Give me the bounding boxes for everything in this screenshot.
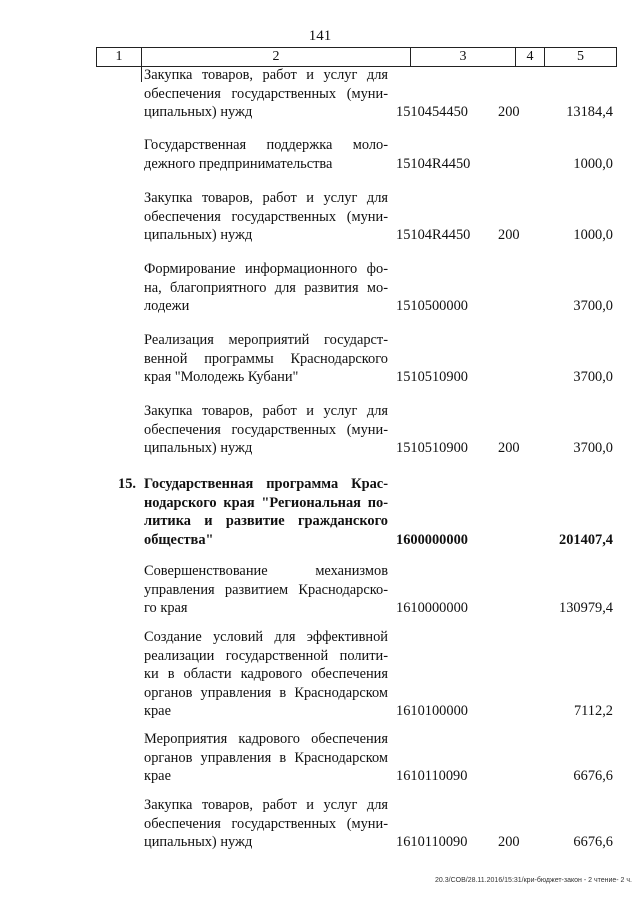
row-name <box>144 260 388 316</box>
row-name-line: обеспечения государственных (муни- <box>144 208 388 225</box>
row-code: 1510510900 <box>396 369 468 385</box>
row-category: 200 <box>498 227 520 243</box>
row-name-line: лодежи <box>144 298 190 314</box>
row-name-line: на, благоприятного для развития мо- <box>144 279 388 296</box>
row-name-line: обеспечения государственных (муни- <box>144 815 388 832</box>
row-name-line: ципальных) нужд <box>144 440 253 456</box>
row-name-line: венной программы Краснодарского <box>144 350 388 367</box>
row-name-line: Реализация мероприятий государст- <box>144 332 388 348</box>
row-code: 15104R4450 <box>396 227 471 243</box>
row-name-line: го края <box>144 600 188 616</box>
row-name <box>144 475 388 549</box>
row-name-line: ки в области кадрового обеспечения <box>144 666 388 682</box>
row-category: 200 <box>498 104 520 120</box>
row-name <box>144 136 388 173</box>
row-name <box>144 628 388 721</box>
row-name-line: Государственная поддержка моло- <box>144 137 388 153</box>
row-amount: 3700,0 <box>573 298 613 314</box>
document-footer: 20.3/COB/28.11.2016/15:31/кри-бюджет-закон - 2 чтение- 2 ч. <box>435 877 632 884</box>
row-name-line: обеспечения государственных (муни- <box>144 421 388 438</box>
header-col-3: 3 <box>411 48 516 66</box>
row-name-line: края "Молодежь Кубани" <box>144 369 299 385</box>
row-number: 15. <box>118 476 136 492</box>
header-col-1: 1 <box>97 48 142 66</box>
row-name-line: ципальных) нужд <box>144 834 253 850</box>
row-amount: 3700,0 <box>573 440 613 456</box>
row-name <box>144 730 388 786</box>
row-name-line: Закупка товаров, работ и услуг для <box>144 67 388 83</box>
row-name-line: Создание условий для эффективной <box>144 629 388 645</box>
table-header <box>96 47 617 67</box>
row-code: 1610100000 <box>396 703 468 719</box>
row-name-line: крае <box>144 768 171 784</box>
row-code: 1510454450 <box>396 104 468 120</box>
row-code: 1610110090 <box>396 834 468 850</box>
row-name-line: крае <box>144 703 171 719</box>
row-code: 15104R4450 <box>396 155 471 172</box>
row-code: 1510510900 <box>396 440 468 456</box>
row-name <box>144 402 388 458</box>
row-name <box>144 189 388 245</box>
row-name-line: Закупка товаров, работ и услуг для <box>144 190 388 206</box>
column-divider <box>141 66 142 82</box>
row-amount: 1000,0 <box>573 227 613 243</box>
row-name-line: обеспечения государственных (муни- <box>144 85 388 102</box>
row-name-line: литика и развитие гражданского <box>144 513 388 529</box>
row-name-line: реализации государственной полити- <box>144 647 388 664</box>
row-amount: 3700,0 <box>573 369 613 385</box>
row-name-line: Мероприятия кадрового обеспечения <box>144 731 388 747</box>
row-amount: 1000,0 <box>573 155 613 172</box>
row-category: 200 <box>498 440 520 456</box>
row-code: 1510500000 <box>396 298 468 314</box>
row-name-line: Государственная программа Крас- <box>144 476 388 492</box>
row-name-line: Закупка товаров, работ и услуг для <box>144 403 388 419</box>
row-amount: 6676,6 <box>573 768 613 784</box>
row-amount: 13184,4 <box>566 104 613 120</box>
header-col-4: 4 <box>516 48 545 66</box>
page-number: 141 <box>308 28 332 44</box>
row-name-line: Закупка товаров, работ и услуг для <box>144 797 388 813</box>
row-name <box>144 331 388 387</box>
row-amount: 6676,6 <box>573 834 613 850</box>
row-name <box>144 796 388 852</box>
row-name-line: общества" <box>144 531 214 548</box>
row-name-line: Совершенствование механизмов <box>144 563 388 579</box>
row-name-line: дежного предпринимательства <box>144 155 333 172</box>
header-col-2: 2 <box>142 48 411 66</box>
row-amount: 130979,4 <box>559 600 613 616</box>
row-name-line: органов управления в Краснодарском <box>144 749 388 766</box>
row-name <box>144 562 388 618</box>
row-amount: 7112,2 <box>573 703 613 719</box>
row-name-line: управления развитием Краснодарско- <box>144 581 388 598</box>
row-name <box>144 66 388 122</box>
row-amount: 201407,4 <box>559 531 613 548</box>
row-name-line: ципальных) нужд <box>144 104 253 120</box>
row-name-line: органов управления в Краснодарском <box>144 684 388 701</box>
header-col-5: 5 <box>577 49 584 64</box>
row-code: 1600000000 <box>396 531 468 548</box>
row-code: 1610000000 <box>396 600 468 616</box>
row-code: 1610110090 <box>396 768 468 784</box>
row-name-line: Формирование информационного фо- <box>144 261 388 277</box>
row-name-line: нодарского края "Региональная по- <box>144 494 388 511</box>
row-category: 200 <box>498 834 520 850</box>
row-name-line: ципальных) нужд <box>144 227 253 243</box>
